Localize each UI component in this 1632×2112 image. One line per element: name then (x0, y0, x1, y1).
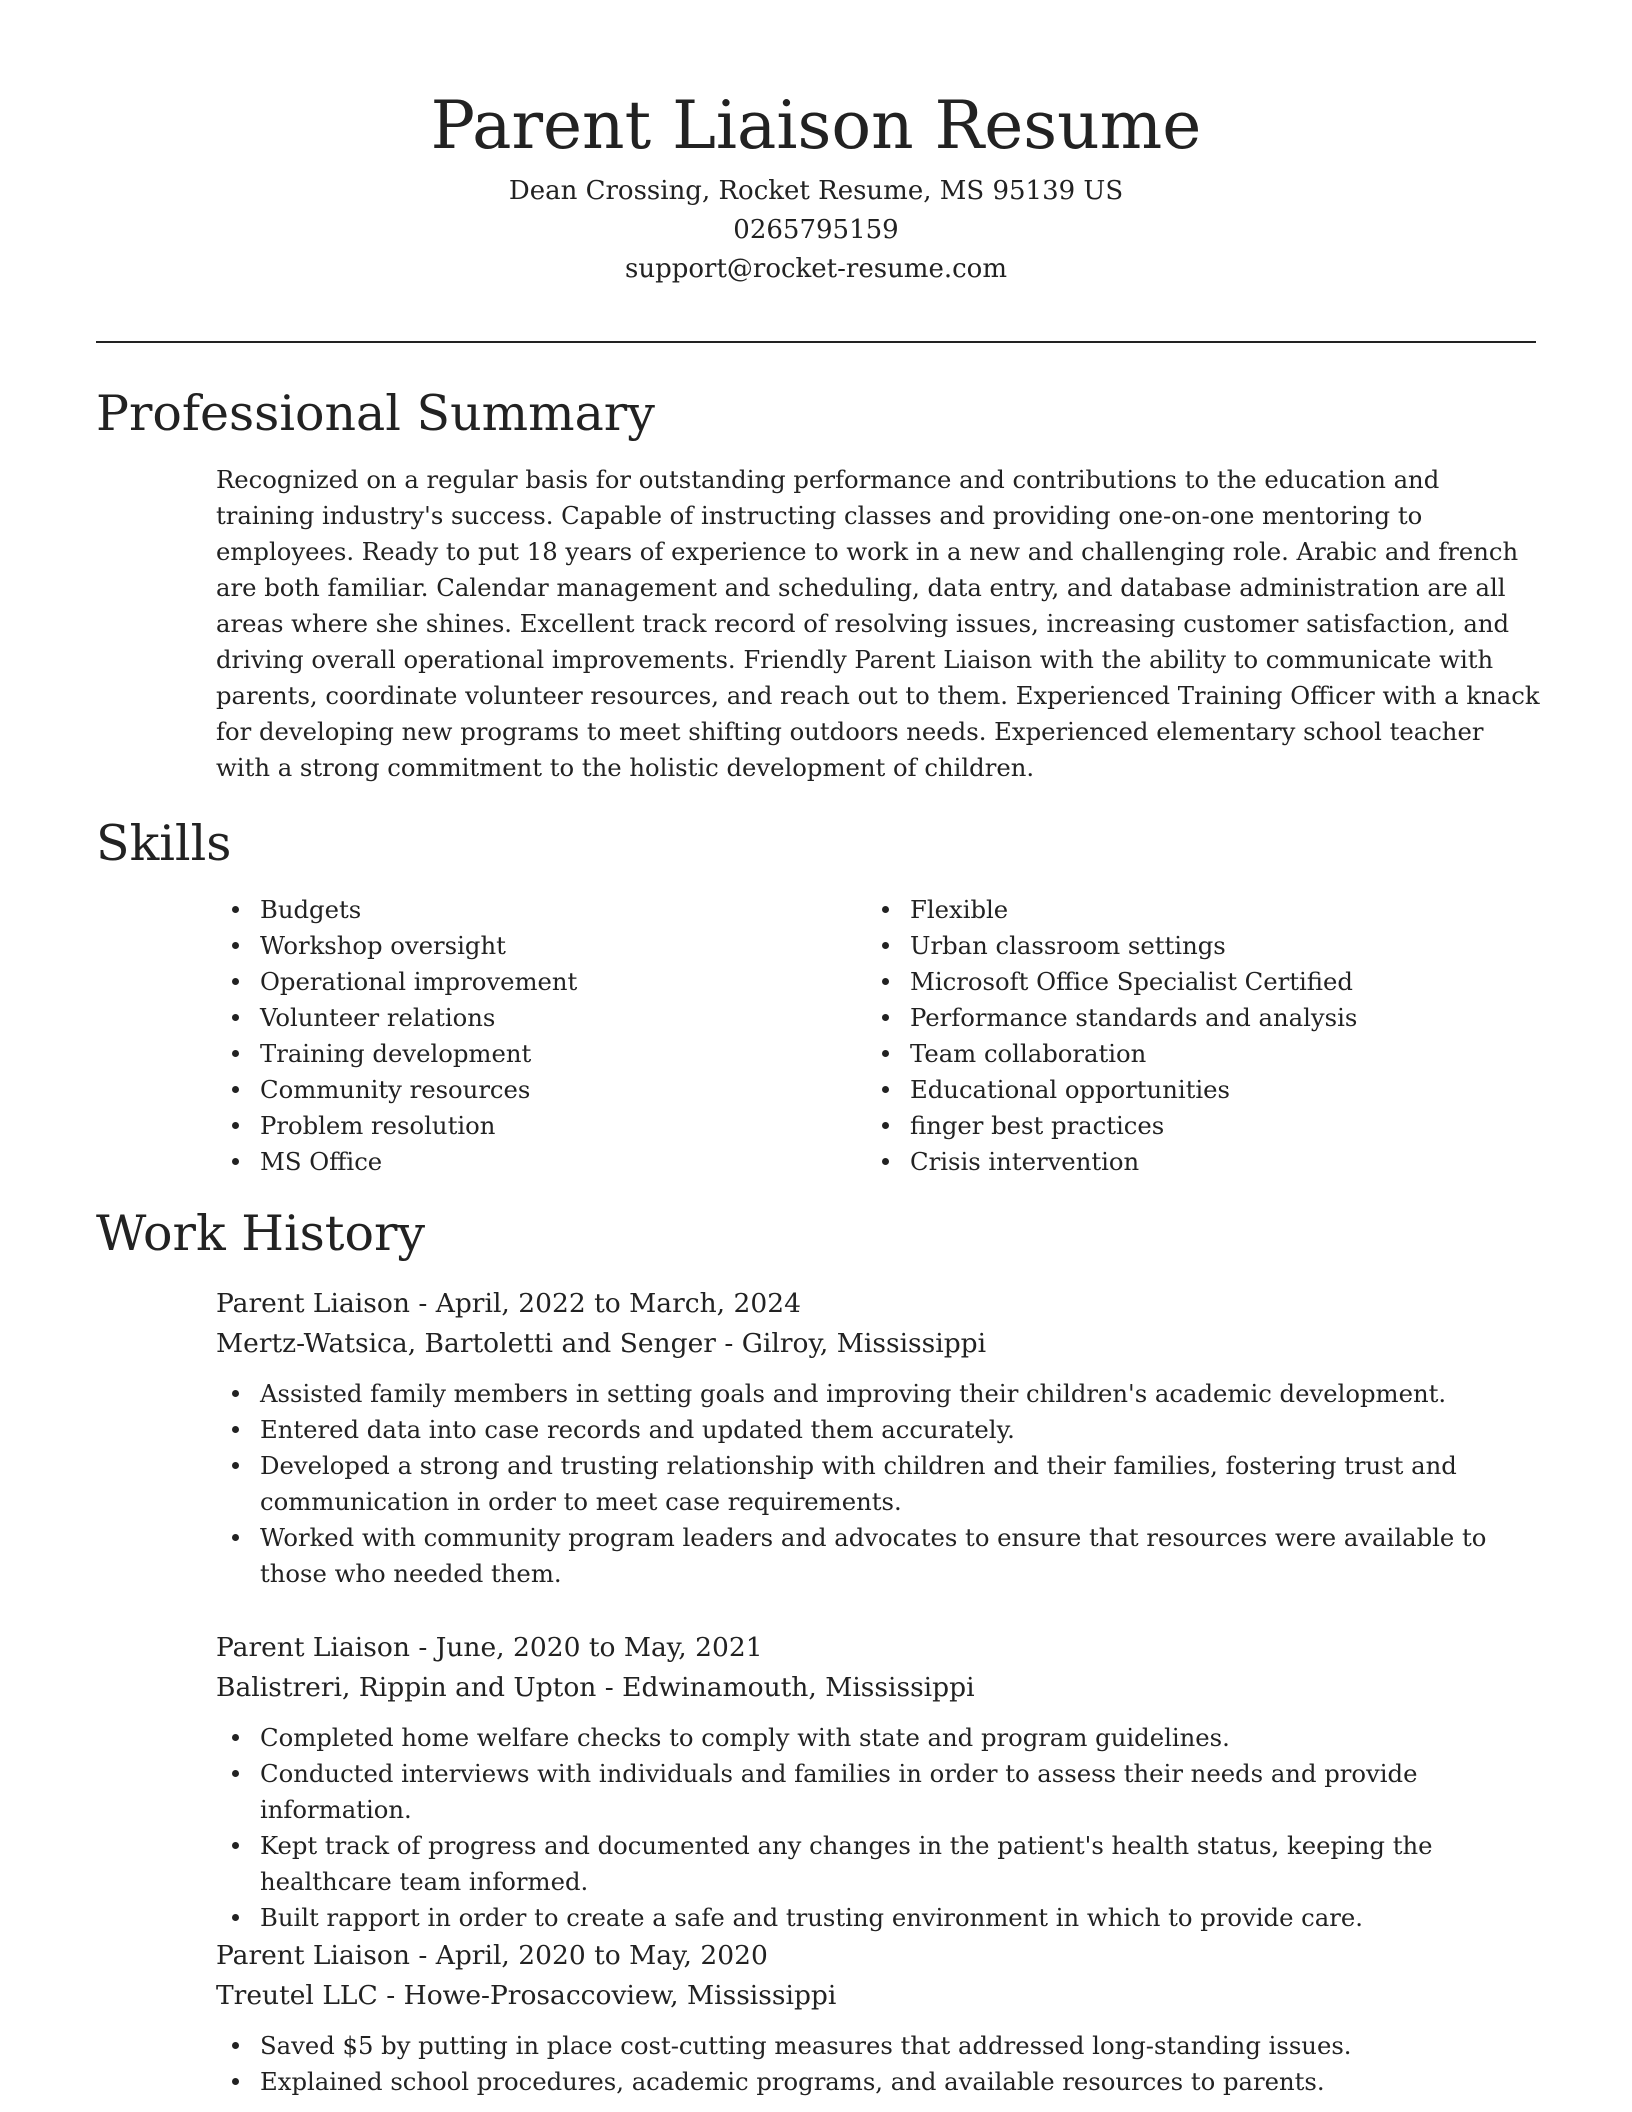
resume-header (96, 82, 1536, 289)
job-duty: Worked with community program leaders and advocates to ensure that resources were available to those who needed them. (216, 1520, 1542, 1592)
job-entry (216, 1284, 1542, 1592)
job-title-line: Parent Liaison - June, 2020 to May, 2021 (216, 1632, 763, 1663)
job-duties-list (216, 1376, 1542, 1592)
skill-item: Volunteer relations (216, 1000, 577, 1036)
skill-item: Team collaboration (866, 1036, 1357, 1072)
job-entry (216, 1628, 1542, 1936)
skill-item: MS Office (216, 1144, 577, 1180)
contact-email: support@rocket-resume.com (624, 254, 1007, 284)
contact-phone: 0265795159 (733, 215, 899, 245)
job-duty: Entered data into case records and updated them accurately. (216, 1412, 1542, 1448)
job-company-line: Balistreri, Rippin and Upton - Edwinamouth, Mississippi (216, 1672, 975, 1703)
job-duty: Completed home welfare checks to comply with state and program guidelines. (216, 1720, 1542, 1756)
skill-item: Training development (216, 1036, 577, 1072)
header-divider (96, 341, 1536, 343)
job-title-line: Parent Liaison - April, 2022 to March, 2024 (216, 1288, 801, 1319)
skill-item: Microsoft Office Specialist Certified (866, 964, 1357, 1000)
job-duty: Kept track of progress and documented any changes in the patient's health status, keeping the healthcare team informed. (216, 1828, 1542, 1900)
skill-item: Educational opportunities (866, 1072, 1357, 1108)
skills-list-left (216, 892, 577, 1180)
work-history-heading: Work History (96, 1205, 426, 1262)
job-duty: Conducted interviews with individuals and families in order to assess their needs and provide information. (216, 1756, 1542, 1828)
job-duties-list (216, 2028, 1542, 2100)
skill-item: Flexible (866, 892, 1357, 928)
job-duty: Developed a strong and trusting relationship with children and their families, fostering trust and communication in order to meet case requirements. (216, 1448, 1542, 1520)
skills-list-right (866, 892, 1357, 1180)
skill-item: Budgets (216, 892, 577, 928)
job-duty: Saved $5 by putting in place cost-cutting measures that addressed long-standing issues. (216, 2028, 1542, 2064)
job-duties-list (216, 1720, 1542, 1936)
job-company-line: Mertz-Watsica, Bartoletti and Senger - Gilroy, Mississippi (216, 1328, 987, 1359)
resume-title: Parent Liaison Resume (430, 87, 1202, 164)
job-entry (216, 1936, 1542, 2100)
skill-item: Crisis intervention (866, 1144, 1357, 1180)
skill-item: Community resources (216, 1072, 577, 1108)
summary-text: Recognized on a regular basis for outstanding performance and contributions to the education and training industry's success. Capable of instructing classes and providing one-on-one mentoring to employees. Ready to put 18 years of experience to work in a new and challenging role. Arabic and french are both familiar. Calendar management and scheduling, data entry, and database administration are all areas where she shines. Excellent track record of resolving issues, increasing customer satisfaction, and driving overall operational improvements. Friendly Parent Liaison with the ability to communicate with parents, coordinate volunteer resources, and reach out to them. Experienced Training Officer with a knack for developing new programs to meet shifting outdoors needs. Experienced elementary school teacher with a strong commitment to the holistic development of children. (216, 465, 1540, 782)
contact-address: Dean Crossing, Rocket Resume, MS 95139 US (508, 176, 1124, 206)
skill-item: Problem resolution (216, 1108, 577, 1144)
skill-item: Operational improvement (216, 964, 577, 1000)
job-title-line: Parent Liaison - April, 2020 to May, 2020 (216, 1940, 768, 1971)
skill-item: Urban classroom settings (866, 928, 1357, 964)
job-duty: Assisted family members in setting goals and improving their children's academic development. (216, 1376, 1542, 1412)
summary-heading: Professional Summary (96, 385, 655, 442)
skill-item: Workshop oversight (216, 928, 577, 964)
skills-heading: Skills (96, 815, 232, 872)
job-company-line: Treutel LLC - Howe-Prosaccoview, Mississippi (216, 1980, 837, 2011)
job-duty: Explained school procedures, academic programs, and available resources to parents. (216, 2064, 1542, 2100)
skill-item: finger best practices (866, 1108, 1357, 1144)
job-duty: Built rapport in order to create a safe and trusting environment in which to provide care. (216, 1900, 1542, 1936)
skill-item: Performance standards and analysis (866, 1000, 1357, 1036)
